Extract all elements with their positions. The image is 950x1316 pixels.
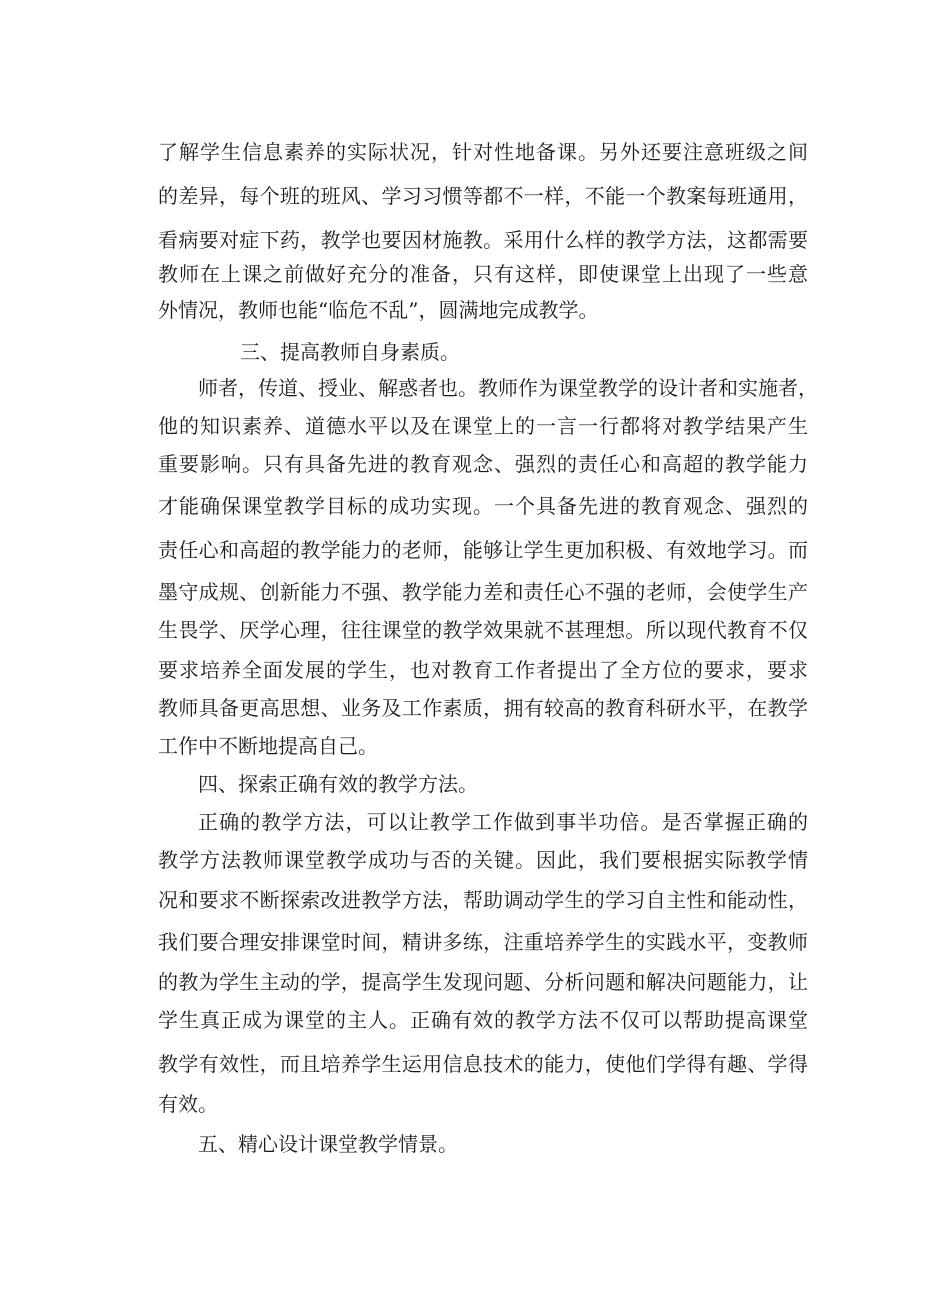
text-line: 况和要求不断探索改进教学方法，帮助调动学生的学习自主性和能动性， xyxy=(158,888,808,912)
text-line: 工作中不断地提高自己。 xyxy=(158,734,378,758)
text-line: 正确的教学方法，可以让教学工作做到事半功倍。是否掌握正确的 xyxy=(198,810,808,834)
text-line: 重要影响。只有具备先进的教育观念、强烈的责任心和高超的教学能力 xyxy=(158,452,808,476)
text-line: 要求培养全面发展的学生，也对教育工作者提出了全方位的要求，要求 xyxy=(158,658,808,682)
text-line: 教学有效性，而且培养学生运用信息技术的能力，使他们学得有趣、学得 xyxy=(158,1052,808,1076)
text-line: 责任心和高超的教学能力的老师，能够让学生更加积极、有效地学习。而 xyxy=(158,538,808,562)
text-line: 看病要对症下药，教学也要因材施教。采用什么样的教学方法，这都需要 xyxy=(158,228,808,252)
text-line: 了解学生信息素养的实际状况，针对性地备课。另外还要注意班级之间 xyxy=(158,140,808,164)
text-line: 生畏学、厌学心理，往往课堂的教学效果就不甚理想。所以现代教育不仅 xyxy=(158,618,808,642)
text-line: 教学方法教师课堂教学成功与否的关键。因此，我们要根据实际教学情 xyxy=(158,848,808,872)
text-line: 的差异，每个班的班风、学习习惯等都不一样，不能一个教案每班通用， xyxy=(158,184,808,208)
text-line: 学生真正成为课堂的主人。正确有效的教学方法不仅可以帮助提高课堂 xyxy=(158,1008,808,1032)
text-line: 外情况，教师也能“临危不乱”，圆满地完成教学。 xyxy=(158,298,599,322)
text-line: 的教为学生主动的学，提高学生发现问题、分析问题和解决问题能力，让 xyxy=(158,970,808,994)
text-line: 我们要合理安排课堂时间，精讲多练，注重培养学生的实践水平，变教师 xyxy=(158,930,808,954)
text-line: 墨守成规、创新能力不强、教学能力差和责任心不强的老师，会使学生产 xyxy=(158,580,808,604)
text-line: 有效。 xyxy=(158,1092,218,1116)
text-line: 教师在上课之前做好充分的准备，只有这样，即使课堂上出现了一些意 xyxy=(158,262,808,286)
text-line: 他的知识素养、道德水平以及在课堂上的一言一行都将对教学结果产生 xyxy=(158,414,808,438)
text-line: 才能确保课堂教学目标的成功实现。一个具备先进的教育观念、强烈的 xyxy=(158,494,808,518)
text-line: 教师具备更高思想、业务及工作素质，拥有较高的教育科研水平，在教学 xyxy=(158,696,808,720)
text-line: 师者，传道、授业、解惑者也。教师作为课堂教学的设计者和实施者， xyxy=(198,376,818,400)
section-heading-4: 四、探索正确有效的教学方法。 xyxy=(198,772,478,796)
section-heading-3: 三、提高教师自身素质。 xyxy=(240,340,460,364)
section-heading-5: 五、精心设计课堂教学情景。 xyxy=(198,1132,458,1156)
